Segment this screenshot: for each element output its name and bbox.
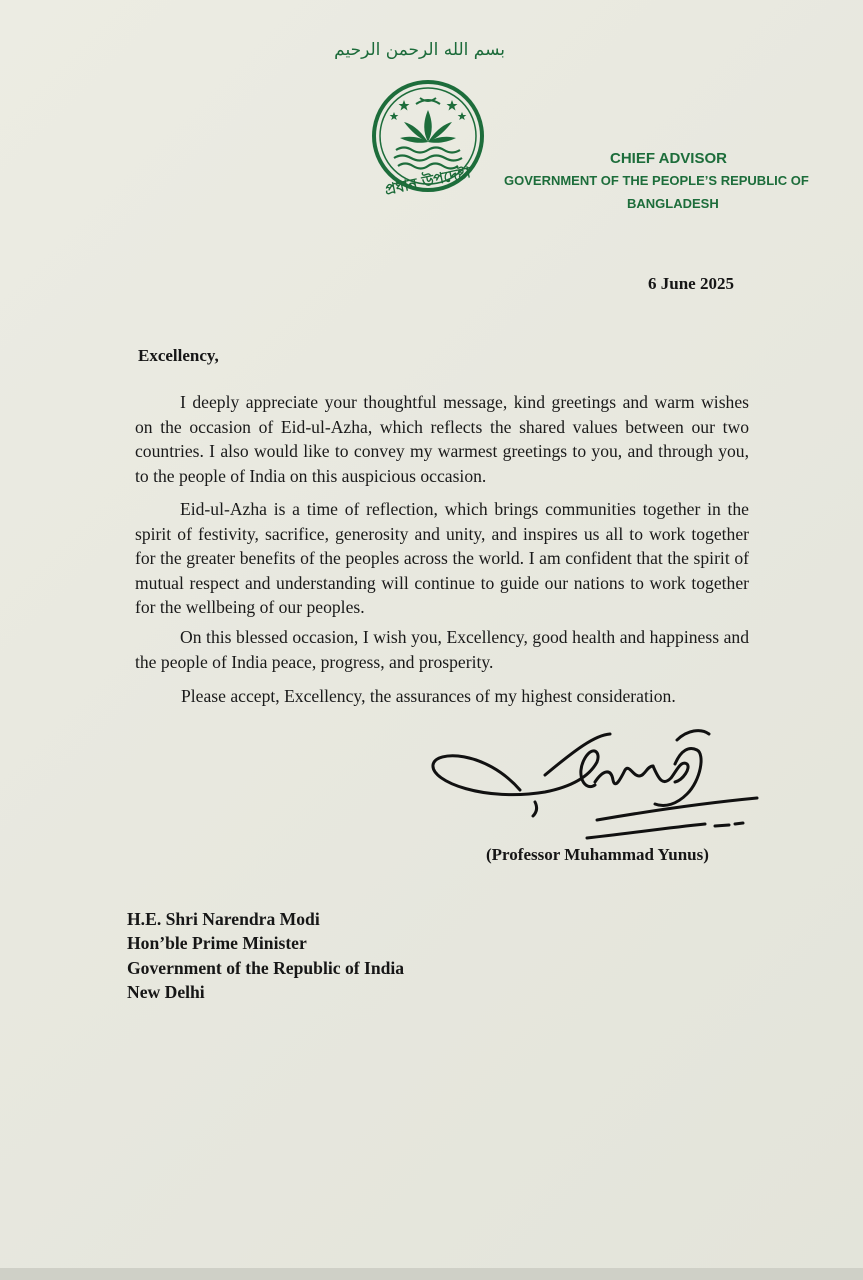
body-paragraph-3: On this blessed occasion, I wish you, Excellency, good health and happiness and the people of India peace, progress, and prosperity. [135, 627, 749, 672]
office-government-line: GOVERNMENT OF THE PEOPLE’S REPUBLIC OF [504, 173, 809, 188]
salutation: Excellency, [138, 346, 219, 365]
office-title: CHIEF ADVISOR [610, 150, 727, 167]
closing-line: Please accept, Excellency, the assurances of my highest consideration. [181, 686, 676, 706]
handwritten-signature [425, 720, 770, 845]
body-paragraph-2: Eid-ul-Azha is a time of reflection, which brings communities together in the spirit of festivity, sacrifice, generosity and unity, and inspires us all to work together for the greater benefits of the peoples across the world. I am confident that the spirit of mutual respect and understanding will continue to guide our nations to work together for the wellbeing of our peoples. [135, 499, 749, 617]
addressee-line-4: New Delhi [127, 982, 205, 1003]
addressee-line-2: Hon’ble Prime Minister [127, 933, 307, 954]
body-paragraph-1: I deeply appreciate your thoughtful message, kind greetings and warm wishes on the occasion of Eid-ul-Azha, which reflects the shared values between our two countries. I also would like to convey my warmest greetings to you, and through you, to the people of India on this auspicious occasion. [135, 392, 749, 486]
emblem-caption: প্রধান উপদেষ্টা [383, 163, 473, 199]
letter-date: 6 June 2025 [648, 274, 734, 293]
office-country-line: BANGLADESH [627, 196, 719, 211]
addressee-block [127, 907, 404, 1005]
addressee-line-1: H.E. Shri Narendra Modi [127, 909, 320, 929]
bismillah-calligraphy: بسم الله الرحمن الرحيم [334, 40, 505, 60]
addressee-line-3: Government of the Republic of India [127, 957, 405, 978]
signer-name: (Professor Muhammad Yunus) [486, 845, 709, 864]
background-surface [0, 1268, 863, 1280]
